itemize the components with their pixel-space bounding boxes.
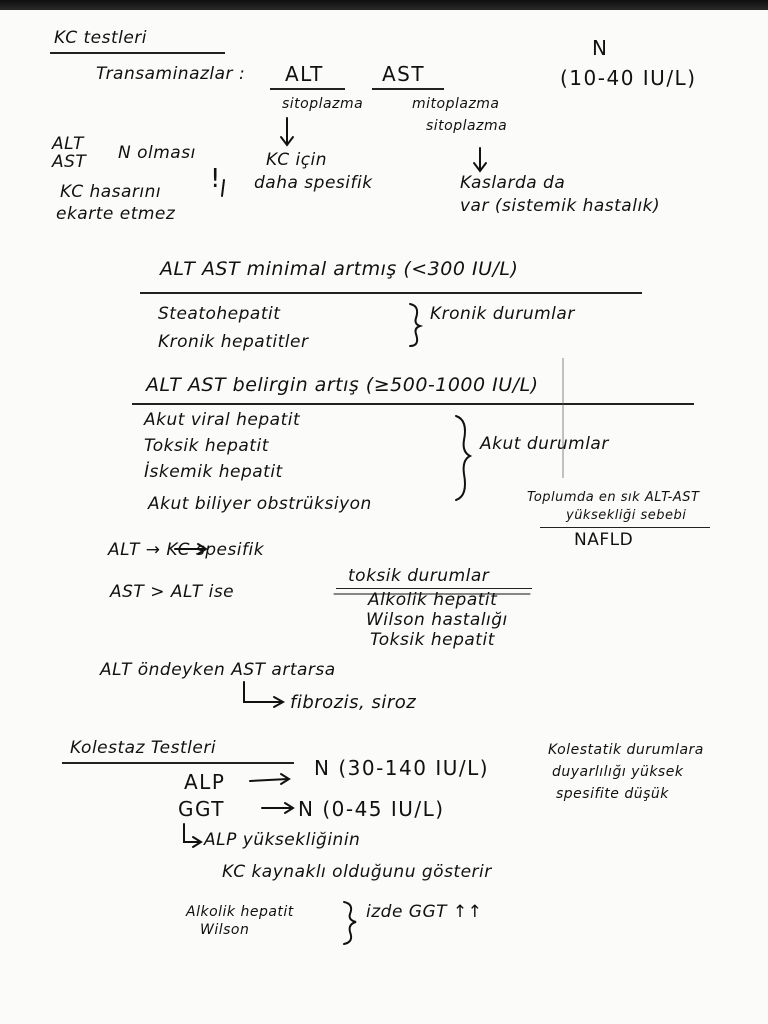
ggt-arrow-icon: [262, 803, 293, 813]
cholestasis-note-2: duyarlılığı yüksek: [552, 764, 684, 780]
alt-first-result: fibrozis, siroz: [290, 692, 417, 713]
marked-item-2: Toksik hepatit: [144, 436, 269, 456]
exclamation-mark: !: [210, 164, 222, 194]
toxic-item-1: Alkolik hepatit: [368, 590, 498, 610]
ast-location-1: mitoplazma: [412, 96, 500, 112]
alt-first-line: ALT öndeyken AST artarsa: [100, 660, 336, 680]
nafld-note-2: yüksekliği sebebi: [566, 508, 687, 523]
alt-specific-arrow-icon: [175, 544, 206, 554]
alt-note-1: KC için: [266, 150, 328, 170]
toxic-item-3: Toksik hepatit: [370, 630, 495, 650]
side-alt: ALT: [52, 134, 84, 154]
marked-group-label: Akut durumlar: [480, 434, 609, 454]
side-normal: N olması: [118, 143, 196, 163]
condition-result: izde GGT ↑↑: [366, 902, 483, 922]
side-ast: AST: [52, 152, 87, 172]
nafld-answer: NAFLD: [574, 530, 634, 550]
marked-item-3: İskemik hepatit: [144, 462, 283, 482]
condition-2: Wilson: [200, 922, 250, 938]
toxic-heading: toksik durumlar: [348, 566, 490, 586]
marked-heading: ALT AST belirgin artış (≥500-1000 IU/L): [146, 374, 539, 396]
side-bracket: [222, 180, 224, 196]
normal-range: (10-40 IU/L): [560, 66, 697, 90]
side-damage: KC hasarını: [60, 182, 162, 202]
ggt-note-2: KC kaynaklı olduğunu gösterir: [222, 862, 492, 882]
side-exclude: ekarte etmez: [56, 204, 176, 224]
condition-brace: [344, 902, 356, 944]
alt-header: ALT: [285, 62, 324, 86]
toxic-item-2: Wilson hastalığı: [366, 610, 508, 630]
transaminases-label: Transaminazlar :: [96, 64, 246, 84]
page-title: KC testleri: [54, 28, 148, 48]
alt-down-arrow: [281, 118, 293, 145]
normal-label: N: [592, 36, 609, 60]
minimal-brace: [410, 304, 420, 346]
alp-hook-arrow-icon: [184, 824, 201, 847]
minimal-item-1: Steatohepatit: [158, 304, 281, 324]
result-hook-arrow-icon: [244, 682, 283, 707]
ast-header: AST: [382, 62, 426, 86]
condition-1: Alkolik hepatit: [186, 904, 294, 920]
marked-brace: [456, 416, 470, 500]
minimal-heading: ALT AST minimal artmış (<300 IU/L): [160, 258, 519, 280]
alt-location: sitoplazma: [282, 96, 364, 112]
nafld-note-1: Toplumda en sık ALT-AST: [527, 490, 700, 505]
alt-specific: ALT → KC spesifik: [108, 540, 265, 560]
alp-label: ALP: [184, 770, 226, 794]
ast-location-2: sitoplazma: [426, 118, 508, 134]
minimal-group-label: Kronik durumlar: [430, 304, 575, 324]
marked-item-4: Akut biliyer obstrüksiyon: [148, 494, 372, 514]
ast-greater-alt: AST > ALT ise: [110, 582, 235, 602]
ggt-range: N (0-45 IU/L): [298, 797, 445, 821]
ast-note-2: var (sistemik hastalık): [460, 196, 661, 216]
alt-note-2: daha spesifik: [254, 173, 373, 193]
ast-down-arrow: [474, 148, 486, 171]
cholestasis-title: Kolestaz Testleri: [70, 738, 217, 758]
ast-note-1: Kaslarda da: [460, 173, 566, 193]
ggt-note-1: ALP yüksekliğinin: [204, 830, 361, 850]
alp-range: N (30-140 IU/L): [314, 756, 490, 780]
ggt-label: GGT: [178, 797, 225, 821]
cholestasis-note-1: Kolestatik durumlara: [548, 742, 704, 758]
cholestasis-note-3: spesifite düşük: [556, 786, 669, 802]
alp-arrow-icon: [250, 774, 289, 784]
marked-item-1: Akut viral hepatit: [144, 410, 301, 430]
minimal-item-2: Kronik hepatitler: [158, 332, 309, 352]
